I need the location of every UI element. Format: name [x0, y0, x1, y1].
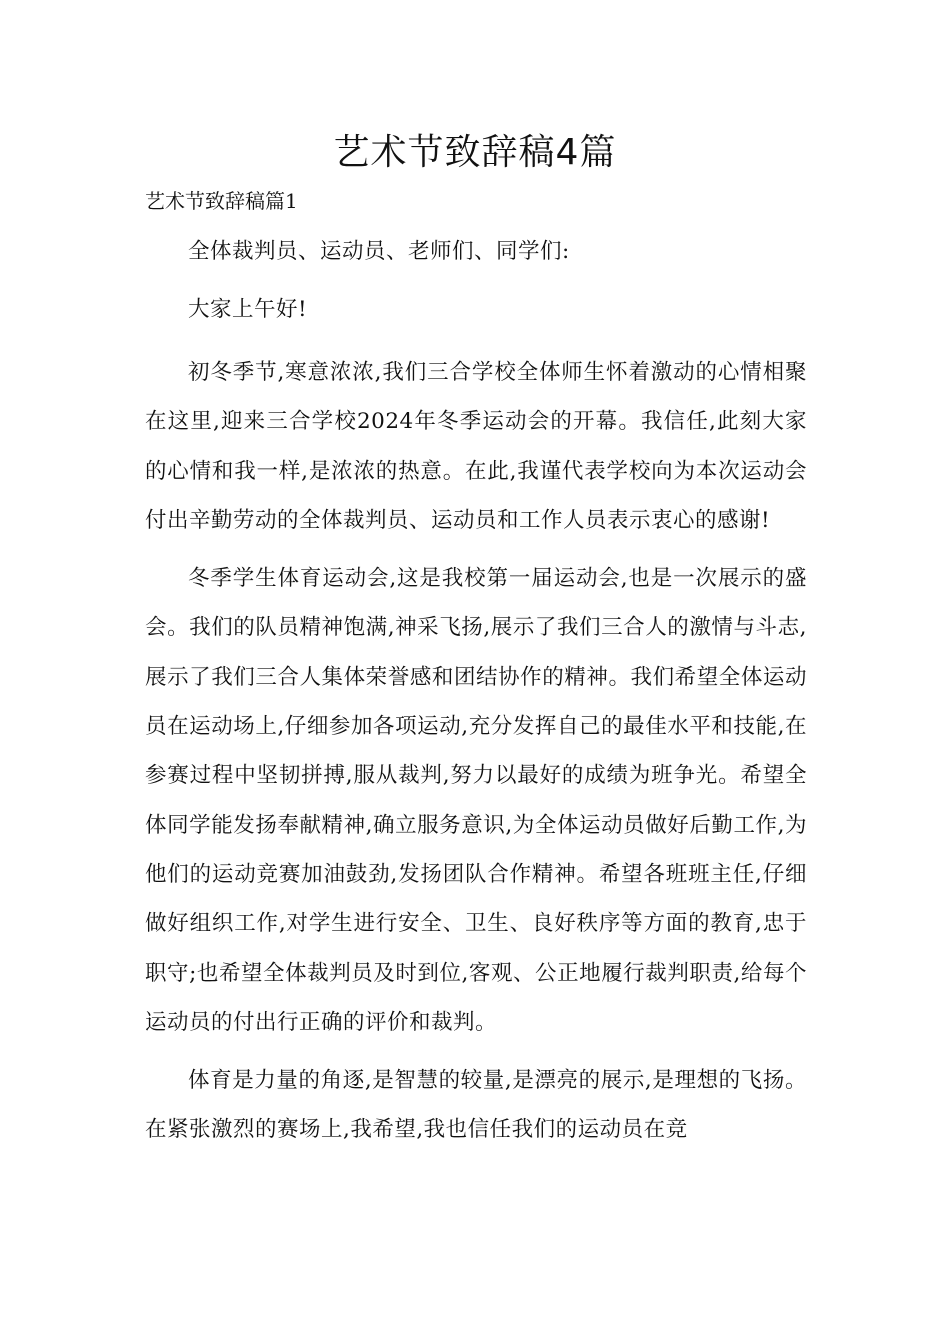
section-heading: 艺术节致辞稿篇1 — [145, 189, 298, 213]
body-paragraph: 体育是力量的角逐,是智慧的较量,是漂亮的展示,是理想的飞扬。在紧张激烈的赛场上,我希望,我也信任我们的运动员在竞 — [145, 1068, 807, 1143]
body-paragraph: 初冬季节,寒意浓浓,我们三合学校全体师生怀着激动的心情相聚在这里,迎来三合学校2024年冬季运动会的开幕。我信任,此刻大家的心情和我一样,是浓浓的热意。在此,我谨代表学校向为本次运动会付出辛勤劳动的全体裁判员、运动员和工作人员表示衷心的感谢! — [145, 360, 807, 533]
body-paragraph: 冬季学生体育运动会,这是我校第一届运动会,也是一次展示的盛会。我们的队员精神饱满,神采飞扬,展示了我们三合人的激情与斗志,展示了我们三合人集体荣誉感和团结协作的精神。我们希望全体运动员在运动场上,仔细参加各项运动,充分发挥自己的最佳水平和技能,在参赛过程中坚韧拼搏,服从裁判,努力以最好的成绩为班争光。希望全体同学能发扬奉献精神,确立服务意识,为全体运动员做好后勤工作,为他们的运动竞赛加油鼓劲,发扬团队合作精神。希望各班班主任,仔细做好组织工作,对学生进行安全、卫生、良好秩序等方面的教育,忠于职守;也希望全体裁判员及时到位,客观、公正地履行裁判职责,给每个运动员的付出行正确的评价和裁判。 — [145, 566, 807, 1035]
salutation-paragraph: 全体裁判员、运动员、老师们、同学们: — [188, 239, 570, 264]
document-body — [145, 232, 807, 1164]
document-title: 艺术节致辞稿4篇 — [333, 132, 617, 173]
greeting-paragraph: 大家上午好! — [188, 297, 308, 322]
